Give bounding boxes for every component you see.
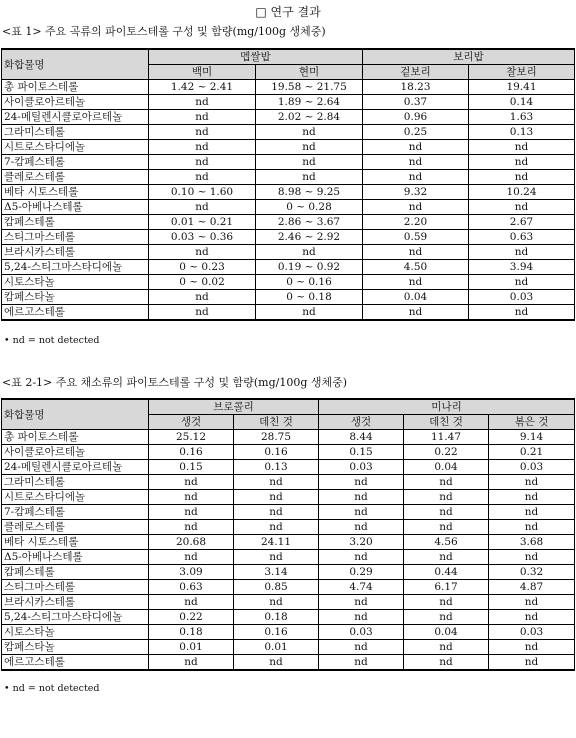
- value-cell: nd: [256, 140, 363, 155]
- table-row: [2, 535, 575, 550]
- value-cell: nd: [489, 520, 575, 535]
- value-cell: nd: [469, 305, 575, 321]
- value-cell: 0.01: [234, 640, 319, 655]
- value-cell: nd: [319, 490, 404, 505]
- value-cell: 2.46 ~ 2.92: [256, 230, 363, 245]
- table-row: [2, 125, 575, 140]
- section-heading: □ 연구 결과: [255, 5, 321, 19]
- compound-name: 그라미스테롤: [2, 475, 149, 490]
- value-cell: nd: [489, 550, 575, 565]
- table1-subheader: 겉보리: [363, 65, 469, 80]
- value-cell: nd: [469, 245, 575, 260]
- table1-group-header: 멥쌀밥: [149, 49, 363, 65]
- value-cell: nd: [256, 155, 363, 170]
- compound-name: 시트로스타디에놀: [2, 490, 149, 505]
- table2-subheader: 볶은 것: [489, 415, 575, 430]
- value-cell: nd: [319, 610, 404, 625]
- value-cell: nd: [234, 490, 319, 505]
- value-cell: nd: [489, 475, 575, 490]
- table-row: [2, 185, 575, 200]
- value-cell: 0.16: [234, 625, 319, 640]
- value-cell: 2.02 ~ 2.84: [256, 110, 363, 125]
- value-cell: 0 ~ 0.23: [149, 260, 256, 275]
- value-cell: nd: [149, 245, 256, 260]
- value-cell: nd: [319, 475, 404, 490]
- value-cell: nd: [149, 125, 256, 140]
- value-cell: 4.56: [404, 535, 489, 550]
- table-row: [2, 275, 575, 290]
- value-cell: 0 ~ 0.18: [256, 290, 363, 305]
- value-cell: 3.09: [149, 565, 234, 580]
- value-cell: nd: [149, 110, 256, 125]
- table-row: [2, 95, 575, 110]
- table-row: [2, 655, 575, 671]
- value-cell: nd: [149, 140, 256, 155]
- value-cell: 0.96: [363, 110, 469, 125]
- compound-name: 7-캄페스테롤: [2, 155, 149, 170]
- value-cell: 0.19 ~ 0.92: [256, 260, 363, 275]
- value-cell: nd: [489, 610, 575, 625]
- table1: [1, 48, 575, 321]
- value-cell: 4.74: [319, 580, 404, 595]
- value-cell: 0.85: [234, 580, 319, 595]
- compound-name: Δ5-아베나스테롤: [2, 200, 149, 215]
- value-cell: nd: [234, 655, 319, 671]
- value-cell: nd: [404, 655, 489, 671]
- value-cell: 20.68: [149, 535, 234, 550]
- table-row: [2, 260, 575, 275]
- table2-subheader: 데친 것: [234, 415, 319, 430]
- value-cell: nd: [256, 170, 363, 185]
- value-cell: 25.12: [149, 430, 234, 445]
- compound-name: 24-메틸렌시클로아르테놀: [2, 110, 149, 125]
- value-cell: nd: [319, 655, 404, 671]
- compound-name: 베타 시토스테롤: [2, 185, 149, 200]
- value-cell: nd: [404, 520, 489, 535]
- value-cell: 1.89 ~ 2.64: [256, 95, 363, 110]
- table1-note: • nd = not detected: [4, 335, 100, 346]
- table-row: [2, 610, 575, 625]
- compound-name: 사이클로아르테놀: [2, 95, 149, 110]
- value-cell: 8.44: [319, 430, 404, 445]
- value-cell: nd: [404, 595, 489, 610]
- value-cell: 0.29: [319, 565, 404, 580]
- value-cell: nd: [363, 275, 469, 290]
- table-row: [2, 625, 575, 640]
- value-cell: 0.03: [469, 290, 575, 305]
- value-cell: 19.58 ~ 21.75: [256, 80, 363, 95]
- value-cell: 2.20: [363, 215, 469, 230]
- value-cell: 0.01: [149, 640, 234, 655]
- value-cell: nd: [149, 170, 256, 185]
- compound-name: 브라시카스테롤: [2, 595, 149, 610]
- compound-name: 시토스타놀: [2, 625, 149, 640]
- value-cell: nd: [319, 640, 404, 655]
- table1-compound-header: 화합물명: [2, 49, 149, 80]
- table2-note: • nd = not detected: [4, 683, 100, 694]
- value-cell: nd: [149, 550, 234, 565]
- value-cell: 0.15: [149, 460, 234, 475]
- compound-name: 사이클로아르테놀: [2, 445, 149, 460]
- value-cell: 0 ~ 0.16: [256, 275, 363, 290]
- table-row: [2, 460, 575, 475]
- value-cell: 2.67: [469, 215, 575, 230]
- compound-name: 시트로스타디에놀: [2, 140, 149, 155]
- value-cell: 2.86 ~ 3.67: [256, 215, 363, 230]
- value-cell: 0.10 ~ 1.60: [149, 185, 256, 200]
- value-cell: 0.03 ~ 0.36: [149, 230, 256, 245]
- table2-subheader: 생것: [149, 415, 234, 430]
- value-cell: nd: [469, 140, 575, 155]
- value-cell: 0.01 ~ 0.21: [149, 215, 256, 230]
- value-cell: 0.18: [234, 610, 319, 625]
- value-cell: nd: [319, 595, 404, 610]
- value-cell: nd: [234, 520, 319, 535]
- table2-compound-header: 화합물명: [2, 399, 149, 430]
- table-row: [2, 550, 575, 565]
- value-cell: 1.42 ~ 2.41: [149, 80, 256, 95]
- value-cell: nd: [256, 125, 363, 140]
- table2-subheader: 생것: [319, 415, 404, 430]
- value-cell: 0.16: [149, 445, 234, 460]
- value-cell: 0.22: [149, 610, 234, 625]
- table1-caption: <표 1> 주요 곡류의 파이토스테롤 구성 및 함량(mg/100g 생체중): [2, 25, 326, 38]
- value-cell: 9.14: [489, 430, 575, 445]
- table-row: [2, 200, 575, 215]
- value-cell: 3.20: [319, 535, 404, 550]
- value-cell: nd: [363, 305, 469, 321]
- value-cell: nd: [149, 505, 234, 520]
- table2-subheader: 데친 것: [404, 415, 489, 430]
- value-cell: 8.98 ~ 9.25: [256, 185, 363, 200]
- table1-group-header: 보리밥: [363, 49, 575, 65]
- compound-name: 스티그마스테롤: [2, 230, 149, 245]
- table-row: [2, 490, 575, 505]
- value-cell: nd: [256, 245, 363, 260]
- value-cell: nd: [489, 505, 575, 520]
- compound-name: 클레로스테롤: [2, 170, 149, 185]
- value-cell: nd: [149, 475, 234, 490]
- table-row: [2, 580, 575, 595]
- value-cell: 4.50: [363, 260, 469, 275]
- value-cell: 0.04: [404, 460, 489, 475]
- table-row: [2, 170, 575, 185]
- value-cell: nd: [363, 155, 469, 170]
- value-cell: 24.11: [234, 535, 319, 550]
- compound-name: 7-캄페스테롤: [2, 505, 149, 520]
- value-cell: nd: [149, 520, 234, 535]
- value-cell: nd: [469, 275, 575, 290]
- value-cell: 0.37: [363, 95, 469, 110]
- value-cell: nd: [363, 245, 469, 260]
- value-cell: 11.47: [404, 430, 489, 445]
- value-cell: nd: [469, 200, 575, 215]
- value-cell: 0.63: [469, 230, 575, 245]
- value-cell: 19.41: [469, 80, 575, 95]
- table-row: [2, 520, 575, 535]
- table2-group-header: 브로콜리: [149, 399, 319, 415]
- value-cell: nd: [469, 155, 575, 170]
- value-cell: 0 ~ 0.28: [256, 200, 363, 215]
- value-cell: nd: [319, 505, 404, 520]
- table-row: [2, 110, 575, 125]
- value-cell: 0.14: [469, 95, 575, 110]
- compound-name: 베타 시토스테롤: [2, 535, 149, 550]
- value-cell: 0.44: [404, 565, 489, 580]
- value-cell: nd: [256, 305, 363, 321]
- value-cell: 0.03: [489, 460, 575, 475]
- value-cell: 28.75: [234, 430, 319, 445]
- compound-name: 총 파이토스테롤: [2, 430, 149, 445]
- value-cell: 1.63: [469, 110, 575, 125]
- value-cell: nd: [149, 95, 256, 110]
- value-cell: nd: [404, 610, 489, 625]
- value-cell: 9.32: [363, 185, 469, 200]
- table-row: [2, 215, 575, 230]
- compound-name: 에르고스테롤: [2, 305, 149, 321]
- table-row: [2, 155, 575, 170]
- value-cell: nd: [149, 155, 256, 170]
- value-cell: nd: [319, 520, 404, 535]
- value-cell: nd: [404, 490, 489, 505]
- table-row: [2, 305, 575, 321]
- value-cell: 0.04: [363, 290, 469, 305]
- value-cell: nd: [363, 140, 469, 155]
- value-cell: 0 ~ 0.02: [149, 275, 256, 290]
- value-cell: 4.87: [489, 580, 575, 595]
- value-cell: nd: [489, 595, 575, 610]
- value-cell: 0.13: [469, 125, 575, 140]
- value-cell: nd: [404, 505, 489, 520]
- value-cell: 0.04: [404, 625, 489, 640]
- value-cell: nd: [234, 550, 319, 565]
- value-cell: nd: [149, 655, 234, 671]
- value-cell: 0.18: [149, 625, 234, 640]
- value-cell: 3.68: [489, 535, 575, 550]
- compound-name: 캄페스타놀: [2, 640, 149, 655]
- value-cell: nd: [234, 595, 319, 610]
- value-cell: 6.17: [404, 580, 489, 595]
- table2: [1, 398, 575, 671]
- compound-name: 총 파이토스테롤: [2, 80, 149, 95]
- table-row: [2, 505, 575, 520]
- value-cell: 0.32: [489, 565, 575, 580]
- value-cell: nd: [149, 490, 234, 505]
- value-cell: nd: [234, 505, 319, 520]
- value-cell: 0.21: [489, 445, 575, 460]
- value-cell: 0.25: [363, 125, 469, 140]
- value-cell: 0.03: [319, 460, 404, 475]
- table-row: [2, 230, 575, 245]
- table2-body: [2, 430, 575, 671]
- table2-group-header: 미나리: [319, 399, 575, 415]
- value-cell: nd: [404, 475, 489, 490]
- value-cell: 0.03: [319, 625, 404, 640]
- table-row: [2, 140, 575, 155]
- value-cell: nd: [469, 170, 575, 185]
- table1-subheader: 찰보리: [469, 65, 575, 80]
- compound-name: 5,24-스티그마스타디에놀: [2, 610, 149, 625]
- value-cell: 0.03: [489, 625, 575, 640]
- value-cell: nd: [489, 490, 575, 505]
- value-cell: nd: [149, 595, 234, 610]
- compound-name: 브라시카스테롤: [2, 245, 149, 260]
- value-cell: 0.22: [404, 445, 489, 460]
- value-cell: nd: [319, 550, 404, 565]
- value-cell: 3.14: [234, 565, 319, 580]
- compound-name: 클레로스테롤: [2, 520, 149, 535]
- value-cell: nd: [363, 170, 469, 185]
- table-row: [2, 430, 575, 445]
- compound-name: 캄페스테롤: [2, 215, 149, 230]
- value-cell: nd: [489, 655, 575, 671]
- value-cell: 0.15: [319, 445, 404, 460]
- compound-name: 캄페스타놀: [2, 290, 149, 305]
- table1-subheader: 백미: [149, 65, 256, 80]
- table-row: [2, 640, 575, 655]
- compound-name: 캄페스테롤: [2, 565, 149, 580]
- value-cell: nd: [363, 200, 469, 215]
- compound-name: 그라미스테롤: [2, 125, 149, 140]
- value-cell: nd: [404, 550, 489, 565]
- value-cell: nd: [149, 200, 256, 215]
- table1-body: [2, 80, 575, 321]
- table-row: [2, 595, 575, 610]
- compound-name: 24-메틸렌시클로아르테놀: [2, 460, 149, 475]
- table-row: [2, 80, 575, 95]
- value-cell: 0.16: [234, 445, 319, 460]
- value-cell: nd: [489, 640, 575, 655]
- table-row: [2, 445, 575, 460]
- value-cell: 0.13: [234, 460, 319, 475]
- table-row: [2, 245, 575, 260]
- compound-name: 시토스타놀: [2, 275, 149, 290]
- value-cell: 3.94: [469, 260, 575, 275]
- compound-name: Δ5-아베나스테롤: [2, 550, 149, 565]
- table-row: [2, 565, 575, 580]
- value-cell: nd: [149, 305, 256, 321]
- value-cell: 18.23: [363, 80, 469, 95]
- compound-name: 5,24-스티그마스타디에놀: [2, 260, 149, 275]
- value-cell: nd: [404, 640, 489, 655]
- table-row: [2, 475, 575, 490]
- value-cell: 10.24: [469, 185, 575, 200]
- value-cell: nd: [234, 475, 319, 490]
- table2-caption: <표 2-1> 주요 채소류의 파이토스테롤 구성 및 함량(mg/100g 생체중): [2, 376, 348, 389]
- table1-subheader: 현미: [256, 65, 363, 80]
- value-cell: 0.59: [363, 230, 469, 245]
- compound-name: 에르고스테롤: [2, 655, 149, 671]
- table-row: [2, 290, 575, 305]
- value-cell: 0.63: [149, 580, 234, 595]
- value-cell: nd: [149, 290, 256, 305]
- compound-name: 스티그마스테롤: [2, 580, 149, 595]
